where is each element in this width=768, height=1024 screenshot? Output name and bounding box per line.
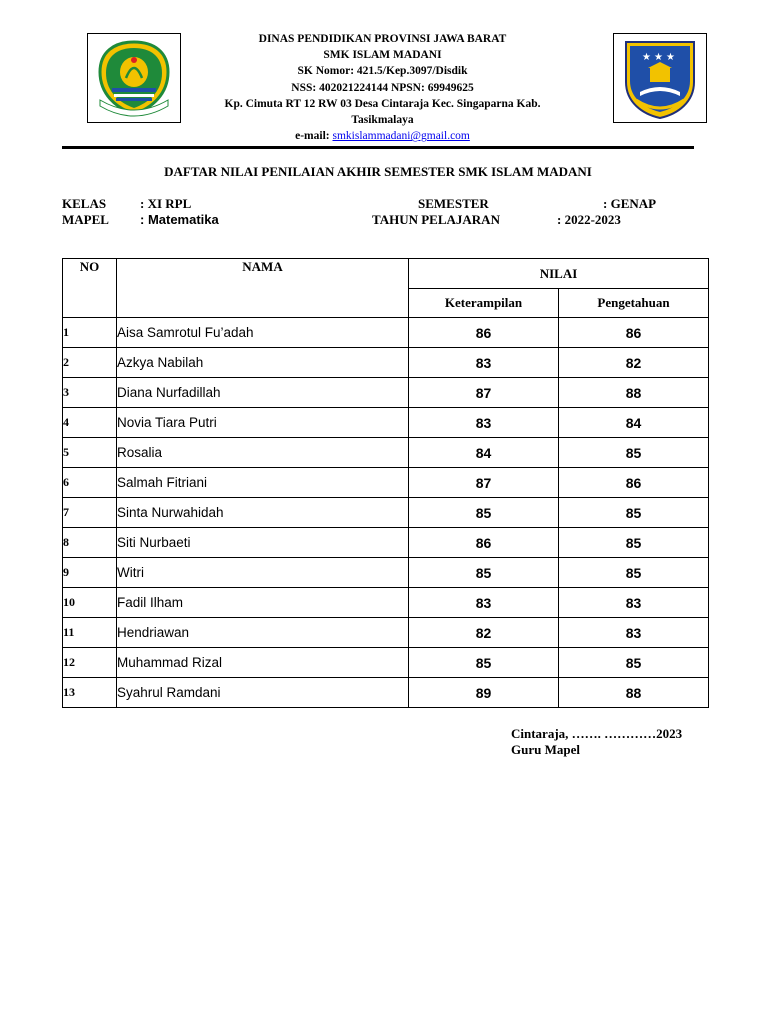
pengetahuan-score: 86 [559,468,709,498]
keterampilan-score: 85 [409,498,559,528]
keterampilan-score: 83 [409,588,559,618]
pengetahuan-score: 82 [559,348,709,378]
pengetahuan-score: 83 [559,588,709,618]
keterampilan-score: 87 [409,468,559,498]
pengetahuan-score: 85 [559,528,709,558]
tahun-value: : 2022-2023 [557,212,621,227]
row-number: 1 [63,318,117,348]
table-row [63,348,709,378]
row-number: 8 [63,528,117,558]
row-number: 5 [63,438,117,468]
table-row [63,468,709,498]
row-number: 12 [63,648,117,678]
svg-text:★: ★ [666,52,675,63]
school-name: SMK ISLAM MADANI [323,49,442,62]
keterampilan-score: 86 [409,318,559,348]
table-row [63,618,709,648]
document-title: DAFTAR NILAI PENILAIAN AKHIR SEMESTER SMK ISLAM MADANI [164,164,592,179]
student-name: Fadil Ilham [117,588,409,618]
header-nilai: NILAI [409,259,709,289]
table-row [63,408,709,438]
pengetahuan-score: 85 [559,438,709,468]
pengetahuan-score: 84 [559,408,709,438]
table-row [63,588,709,618]
signature-block [511,726,682,758]
keterampilan-score: 85 [409,648,559,678]
keterampilan-score: 83 [409,348,559,378]
table-row [63,648,709,678]
table-row [63,438,709,468]
keterampilan-score: 89 [409,678,559,708]
student-name: Rosalia [117,438,409,468]
decree-number: SK Nomor: 421.5/Kep.3097/Disdik [297,65,468,78]
row-number: 9 [63,558,117,588]
row-number: 11 [63,618,117,648]
table-row [63,528,709,558]
student-name: Muhammad Rizal [117,648,409,678]
student-name: Witri [117,558,409,588]
keterampilan-score: 84 [409,438,559,468]
mapel-label: MAPEL [62,212,109,227]
pengetahuan-score: 85 [559,648,709,678]
pengetahuan-score: 83 [559,618,709,648]
email-link[interactable]: smkislammadani@gmail.com [332,130,470,143]
svg-text:★: ★ [654,52,663,63]
signatory-role: Guru Mapel [511,742,580,757]
agency-name: DINAS PENDIDIKAN PROVINSI JAWA BARAT [258,33,507,45]
letterhead [0,0,768,150]
table-row [63,498,709,528]
table-row [63,378,709,408]
student-name: Salmah Fitriani [117,468,409,498]
row-number: 4 [63,408,117,438]
pengetahuan-score: 88 [559,678,709,708]
kelas-value: : XI RPL [140,196,192,211]
student-name: Syahrul Ramdani [117,678,409,708]
student-name: Hendriawan [117,618,409,648]
address-line-1: Kp. Cimuta RT 12 RW 03 Desa Cintaraja Kec. Singaparna Kab. [224,97,541,110]
letterhead-text [190,31,575,144]
keterampilan-score: 85 [409,558,559,588]
row-number: 7 [63,498,117,528]
address-line-2: Tasikmalaya [351,114,414,127]
email-label: e-mail: [295,130,330,143]
table-row [63,558,709,588]
pengetahuan-score: 85 [559,558,709,588]
tahun-label: TAHUN PELAJARAN [372,212,500,227]
mapel-value: : Matematika [140,212,219,227]
semester-label: SEMESTER [418,196,489,211]
header-no: NO [63,259,117,318]
pengetahuan-score: 85 [559,498,709,528]
header-keterampilan: Keterampilan [409,289,559,318]
school-logo [613,33,707,123]
student-name: Sinta Nurwahidah [117,498,409,528]
table-row [63,678,709,708]
kelas-label: KELAS [62,196,107,211]
email-line [190,128,575,144]
student-name: Azkya Nabilah [117,348,409,378]
svg-text:★: ★ [642,52,651,63]
pengetahuan-score: 86 [559,318,709,348]
keterampilan-score: 87 [409,378,559,408]
row-number: 6 [63,468,117,498]
keterampilan-score: 86 [409,528,559,558]
keterampilan-score: 82 [409,618,559,648]
header-divider [62,146,694,149]
west-java-emblem-logo [87,33,181,123]
header-nama: NAMA [117,259,409,318]
student-name: Siti Nurbaeti [117,528,409,558]
grades-table [62,258,709,708]
header-pengetahuan: Pengetahuan [559,289,709,318]
pengetahuan-score: 88 [559,378,709,408]
school-ids: NSS: 402021224144 NPSN: 69949625 [291,81,474,94]
student-name: Novia Tiara Putri [117,408,409,438]
student-name: Diana Nurfadillah [117,378,409,408]
place-date: Cintaraja, ……. …………2023 [511,726,683,741]
table-row [63,318,709,348]
student-name: Aisa Samrotul Fu’adah [117,318,409,348]
row-number: 13 [63,678,117,708]
semester-value: : GENAP [603,196,657,211]
row-number: 10 [63,588,117,618]
row-number: 2 [63,348,117,378]
row-number: 3 [63,378,117,408]
keterampilan-score: 83 [409,408,559,438]
